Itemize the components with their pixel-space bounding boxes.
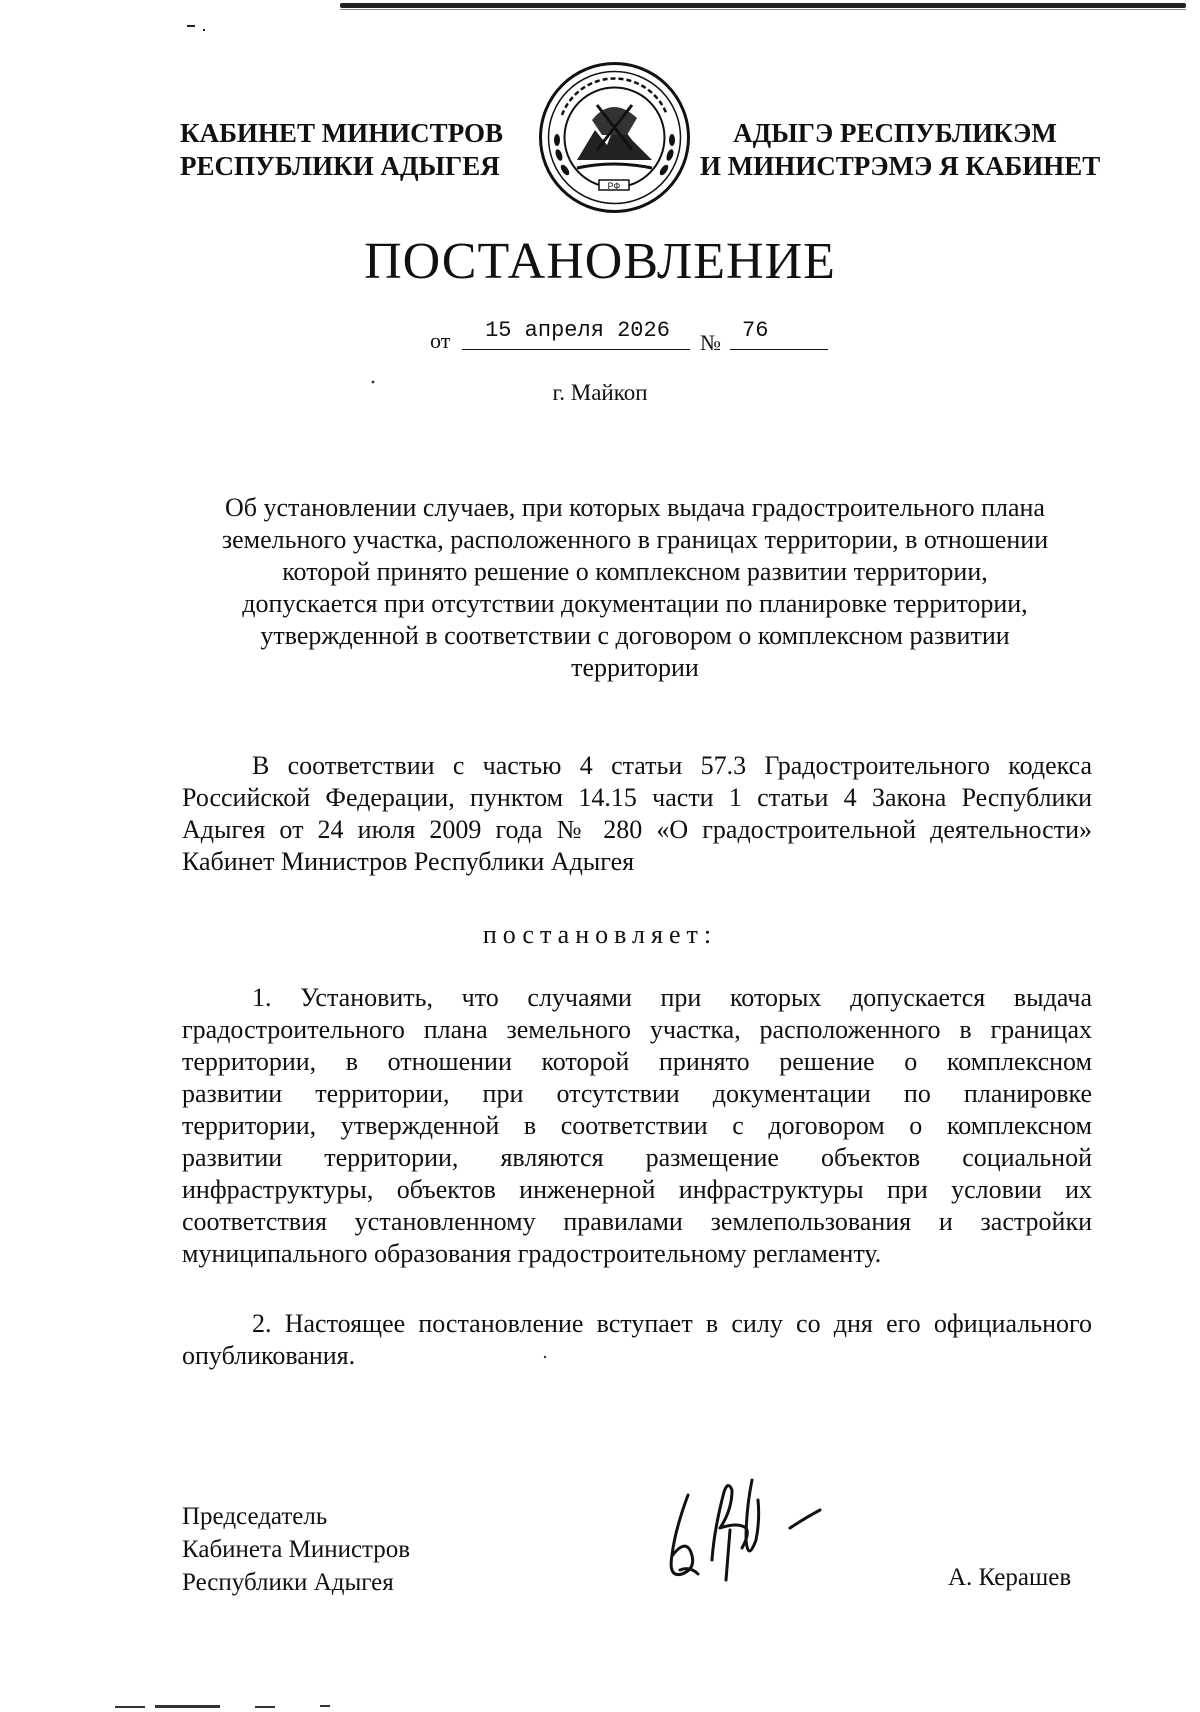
signatory-position-line: Кабинета Министров [182, 1536, 411, 1563]
preamble-line: Адыгея от 24 июля 2009 года № 280 «О градостроительной деятельности» [182, 815, 1092, 844]
preamble-line: В соответствии с частью 4 статьи 57.3 Градостроительного кодекса [252, 751, 1092, 780]
city: г. Майкоп [552, 380, 648, 405]
document-title: ПОСТАНОВЛЕНИЕ [364, 233, 836, 290]
preamble-line: Кабинет Министров Республики Адыгея [182, 847, 635, 876]
preamble-paragraph [182, 750, 1092, 878]
clause-line: соответствия установленному правилами землепользования и застройки [182, 1207, 1092, 1236]
clause-line: градостроительного плана земельного участка, расположенного в границах [182, 1015, 1092, 1044]
subject-line: территории [571, 653, 699, 682]
header-left-line: РЕСПУБЛИКИ АДЫГЕЯ [180, 151, 500, 181]
clause-line: развитии территории, являются размещение объектов социальной [182, 1143, 1092, 1172]
clause-line: 2. Настоящее постановление вступает в силу со дня его официального [252, 1309, 1092, 1338]
document-number: 76 [742, 318, 769, 343]
header-right [700, 117, 1101, 183]
header-right-line: АДЫГЭ РЕСПУБЛИКЭМ [733, 118, 1057, 148]
subject-line: допускается при отсутствии документации по планировке территории, [242, 589, 1028, 618]
clause-line: муниципального образования градостроительному регламенту. [182, 1239, 882, 1268]
clause-line: 1. Установить, что случаями при которых допускается выдача [252, 983, 1092, 1012]
clause-line: развитии территории, при отсутствии документации по планировке [182, 1079, 1092, 1108]
clause-2 [182, 1308, 1092, 1372]
clause-line: инфраструктуры, объектов инженерной инфраструктуры при условии их [182, 1175, 1092, 1204]
handwritten-signature [660, 1470, 850, 1590]
date-underline [462, 349, 690, 350]
date-prefix: от [430, 328, 451, 353]
adygea-coat-of-arms-icon [537, 60, 692, 215]
signatory-name: А. Керашев [948, 1564, 1072, 1591]
signatory-position-line: Председатель [182, 1503, 328, 1530]
subject-line: земельного участка, расположенного в границах территории, в отношении [221, 525, 1049, 554]
signatory-position-line: Республики Адыгея [182, 1569, 394, 1596]
svg-text:РФ: РФ [607, 181, 621, 191]
clause-1 [182, 982, 1092, 1270]
clause-line: территории, в отношении которой принято решение о комплексном [182, 1047, 1092, 1076]
date-number-row [0, 318, 1200, 358]
subject-line: Об установлении случаев, при которых выдача градостроительного плана [225, 493, 1045, 522]
header-right-line: И МИНИСТРЭМЭ Я КАБИНЕТ [700, 151, 1101, 181]
header-left-line: КАБИНЕТ МИНИСТРОВ [180, 118, 504, 148]
header-left [180, 117, 515, 183]
preamble-line: Российской Федерации, пунктом 14.15 части 1 статьи 4 Закона Республики [182, 783, 1092, 812]
document-subject [170, 492, 1100, 684]
number-sign: № [700, 330, 721, 355]
subject-line: утвержденной в соответствии с договором о комплексном развитии [260, 621, 1010, 650]
resolves-heading: постановляет: [482, 920, 718, 949]
signatory-position [182, 1500, 410, 1599]
number-underline [730, 349, 828, 350]
subject-line: которой принято решение о комплексном развитии территории, [282, 557, 988, 586]
document-date: 15 апреля 2026 [485, 318, 670, 343]
clause-line: опубликования. [182, 1341, 356, 1370]
clause-line: территории, утвержденной в соответствии с договором о комплексном [182, 1111, 1092, 1140]
